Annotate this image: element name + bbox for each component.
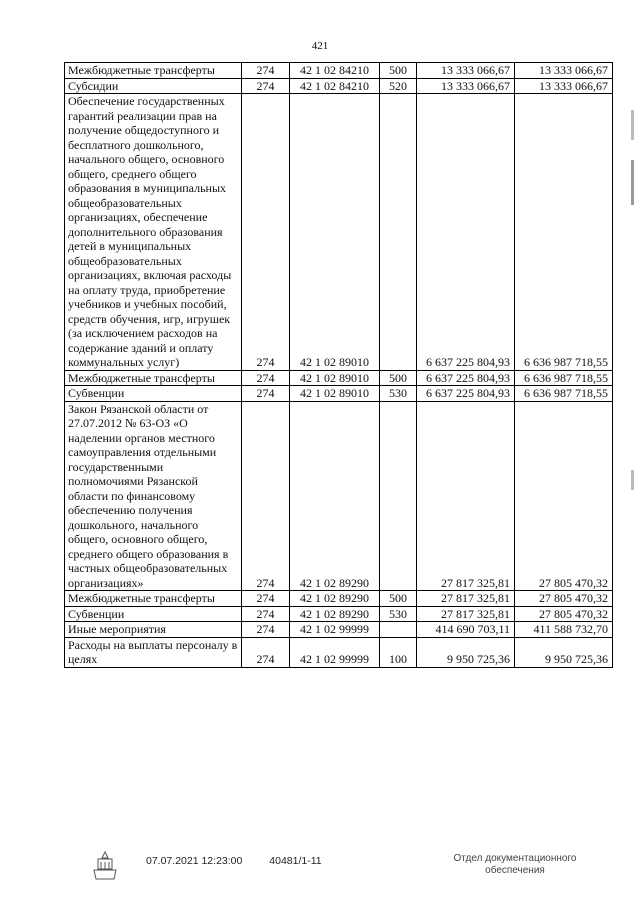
row-amount-year2: 27 805 470,32: [515, 606, 613, 622]
margin-mark: [631, 470, 634, 490]
table-row: [65, 401, 613, 591]
row-amount-year1: 27 817 325,81: [417, 606, 515, 622]
stamp-line-2: обеспечения: [485, 865, 545, 876]
row-name: Субсидии: [65, 78, 242, 94]
row-name: Закон Рязанской области от 27.07.2012 № 63-ОЗ «О наделении органов местного самоуправления отдельными государственными полномочиями Рязанской области по финансовому обеспечению получения дошкольного, начального общего, основного общего, среднего общего образования в частных общеобразовательных организациях»: [65, 401, 242, 591]
row-amount-year2: 13 333 066,67: [515, 63, 613, 79]
row-target-article: 42 1 02 89290: [290, 401, 380, 591]
row-target-article: 42 1 02 89290: [290, 591, 380, 607]
row-expense-type: [380, 622, 417, 638]
row-amount-year1: 414 690 703,11: [417, 622, 515, 638]
row-name: Обеспечение государственных гарантий реализации прав на получение общедоступного и бесплатного дошкольного, начального общего, основного общего, среднего общего образования в муниципальных общеобразовательных организациях, обеспечение дополнительного образования детей в муниципальных общеобразовательных организациях, включая расходы на оплату труда, приобретение учебников и учебных пособий, средств обучения, игр, игрушек (за исключением расходов на содержание зданий и оплату коммунальных услуг): [65, 94, 242, 371]
row-expense-type: 520: [380, 78, 417, 94]
row-target-article: 42 1 02 89290: [290, 606, 380, 622]
row-name: Расходы на выплаты персоналу в целях: [65, 637, 242, 667]
row-amount-year1: 6 637 225 804,93: [417, 386, 515, 402]
row-grbs: 274: [242, 637, 290, 667]
row-name: Субвенции: [65, 386, 242, 402]
table-row: [65, 637, 613, 667]
row-grbs: 274: [242, 386, 290, 402]
row-target-article: 42 1 02 89010: [290, 94, 380, 371]
row-amount-year2: 27 805 470,32: [515, 591, 613, 607]
row-amount-year2: 6 636 987 718,55: [515, 386, 613, 402]
row-amount-year1: 13 333 066,67: [417, 78, 515, 94]
margin-mark: [631, 160, 634, 205]
table-row: [65, 606, 613, 622]
row-expense-type: [380, 401, 417, 591]
row-name: Субвенции: [65, 606, 242, 622]
table-row: [65, 622, 613, 638]
row-amount-year1: 6 637 225 804,93: [417, 94, 515, 371]
table-row: [65, 370, 613, 386]
row-name: Межбюджетные трансферты: [65, 370, 242, 386]
row-grbs: 274: [242, 63, 290, 79]
row-grbs: 274: [242, 370, 290, 386]
row-expense-type: 500: [380, 370, 417, 386]
row-amount-year2: 13 333 066,67: [515, 78, 613, 94]
row-grbs: 274: [242, 401, 290, 591]
row-grbs: 274: [242, 622, 290, 638]
budget-table: [64, 62, 613, 668]
department-stamp: [440, 853, 590, 877]
row-amount-year2: 411 588 732,70: [515, 622, 613, 638]
table-row: [65, 78, 613, 94]
row-expense-type: 530: [380, 606, 417, 622]
row-expense-type: 100: [380, 637, 417, 667]
row-amount-year1: 27 817 325,81: [417, 401, 515, 591]
row-grbs: 274: [242, 606, 290, 622]
row-grbs: 274: [242, 94, 290, 371]
row-expense-type: [380, 94, 417, 371]
row-target-article: 42 1 02 84210: [290, 78, 380, 94]
table-row: [65, 591, 613, 607]
row-amount-year2: 6 636 987 718,55: [515, 94, 613, 371]
row-amount-year1: 6 637 225 804,93: [417, 370, 515, 386]
row-name: Межбюджетные трансферты: [65, 591, 242, 607]
footer-doc-number: 40481/1-11: [269, 855, 322, 867]
table-row: [65, 63, 613, 79]
row-target-article: 42 1 02 89010: [290, 386, 380, 402]
row-name: Иные мероприятия: [65, 622, 242, 638]
row-name: Межбюджетные трансферты: [65, 63, 242, 79]
row-grbs: 274: [242, 591, 290, 607]
row-target-article: 42 1 02 99999: [290, 637, 380, 667]
table-row: [65, 386, 613, 402]
row-target-article: 42 1 02 99999: [290, 622, 380, 638]
row-target-article: 42 1 02 89010: [290, 370, 380, 386]
row-amount-year1: 9 950 725,36: [417, 637, 515, 667]
footer-meta: [146, 855, 346, 867]
emblem-icon: [90, 850, 120, 882]
row-expense-type: 500: [380, 63, 417, 79]
page-number: 421: [311, 40, 329, 52]
footer-timestamp: 07.07.2021 12:23:00: [146, 855, 243, 867]
row-amount-year2: 27 805 470,32: [515, 401, 613, 591]
stamp-line-1: Отдел документационного: [453, 853, 577, 864]
row-grbs: 274: [242, 78, 290, 94]
row-expense-type: 530: [380, 386, 417, 402]
row-amount-year1: 27 817 325,81: [417, 591, 515, 607]
row-target-article: 42 1 02 84210: [290, 63, 380, 79]
margin-mark: [631, 110, 634, 140]
row-amount-year2: 6 636 987 718,55: [515, 370, 613, 386]
table-row: [65, 94, 613, 371]
row-amount-year2: 9 950 725,36: [515, 637, 613, 667]
row-amount-year1: 13 333 066,67: [417, 63, 515, 79]
row-expense-type: 500: [380, 591, 417, 607]
